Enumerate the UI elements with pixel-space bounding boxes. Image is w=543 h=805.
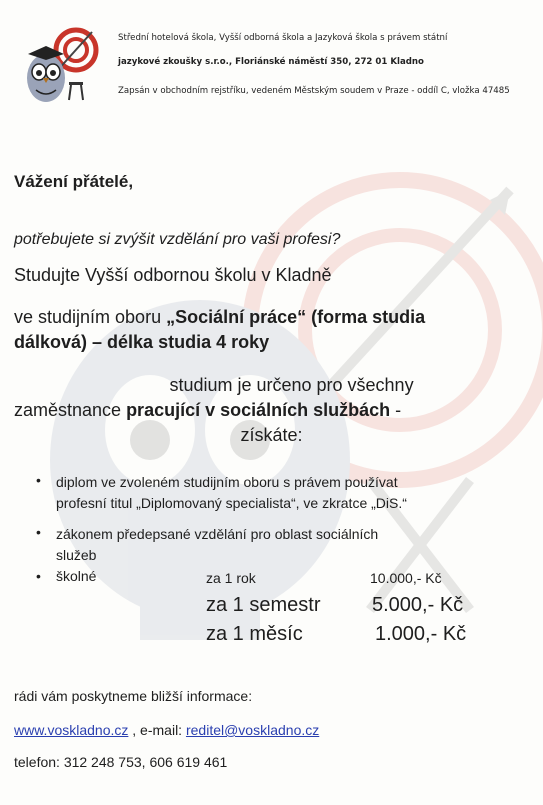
greeting: Vážení přátelé,: [14, 172, 134, 191]
field-prefix: ve studijním oboru: [14, 307, 167, 327]
tuition-price-month: 1.000,- Kč: [375, 623, 467, 645]
school-logo: [14, 20, 102, 108]
tuition-label: školné: [56, 568, 97, 584]
audience-suffix: -: [390, 400, 402, 420]
contact-intro: rádi vám poskytneme bližší informace:: [14, 688, 253, 704]
field-name: „Sociální práce“ (forma studia: [166, 307, 426, 327]
website-link[interactable]: www.voskladno.cz: [14, 722, 129, 738]
header-line-3: Zapsán v obchodním rejstříku, vedeném Městským soudem v Praze - oddíl C, vložka 47485: [118, 86, 510, 96]
phone: telefon: 312 248 753, 606 619 461: [14, 754, 228, 770]
header-line-1: Střední hotelová škola, Vyšší odborná škola a Jazyková škola s právem státní: [118, 33, 448, 43]
tuition-period-month: za 1 měsíc: [206, 623, 303, 645]
benefit-1: [56, 472, 407, 514]
question: potřebujete si zvýšit vzdělání pro vaši profesi?: [14, 231, 341, 248]
tuition-price-year: 10.000,- Kč: [370, 570, 442, 586]
bullet-1: •: [36, 472, 41, 488]
contact-line: [14, 722, 319, 738]
audience-bold: pracující v sociálních službách: [126, 400, 391, 420]
field-line-1: [14, 307, 425, 328]
bullet-3: •: [36, 568, 41, 584]
benefit-2-line-1: zákonem předepsané vzdělání pro oblast sociálních: [56, 526, 379, 542]
benefit-1-line-1: diplom ve zvoleném studijním oboru s právem používat: [56, 474, 398, 490]
benefit-2-line-2: služeb: [56, 547, 97, 563]
bullet-2: •: [36, 524, 41, 540]
email-link[interactable]: reditel@voskladno.cz: [185, 722, 320, 738]
study-line: Studujte Vyšší odbornou školu v Kladně: [14, 265, 332, 285]
benefit-1-line-2: profesní titul „Diplomovaný specialista“, ve zkratce „DiS.“: [56, 495, 407, 511]
audience-line-2: [14, 400, 401, 421]
field-line-2: dálková) – délka studia 4 roky: [14, 332, 270, 352]
audience-line-3: získáte:: [240, 425, 303, 445]
benefit-2: [56, 524, 378, 566]
tuition-period-semester: za 1 semestr: [206, 594, 321, 616]
header-line-2: jazykové zkoušky s.r.o., Floriánské náměstí 350, 272 01 Kladno: [118, 57, 424, 67]
email-separator: , e-mail:: [128, 722, 186, 738]
audience-prefix: zaměstnance: [14, 400, 127, 420]
tuition-price-semester: 5.000,- Kč: [372, 594, 464, 616]
audience-line-1: studium je určeno pro všechny: [169, 375, 414, 395]
tuition-period-year: za 1 rok: [206, 570, 256, 586]
